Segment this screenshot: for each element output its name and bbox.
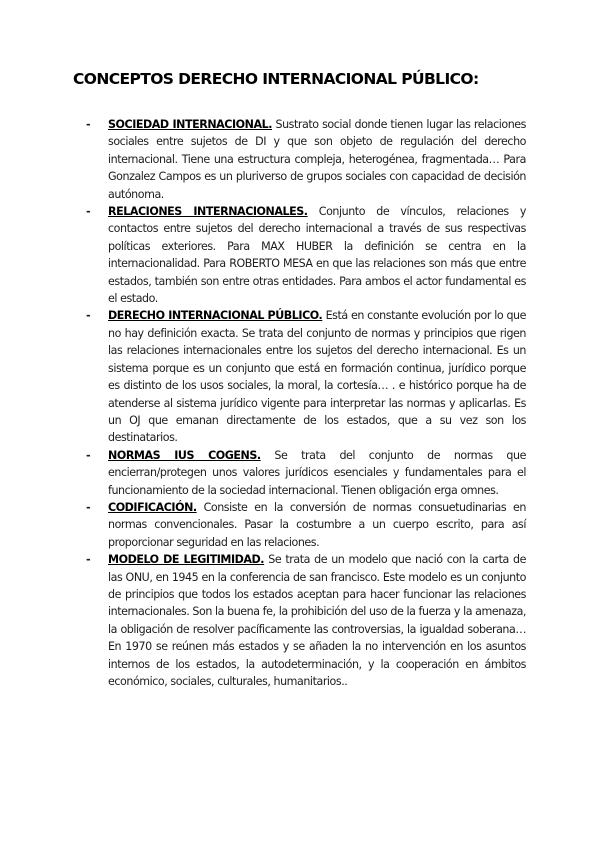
term-description: Está en constante evolución por lo que no hay definición exacta. Se trata del conjunto de normas y principios que rigen las relaciones internacionales entre los sujetos del derecho internacional. Es un sistema porque es un conjunto que está en formación continua, jurídico porque es distinto de los usos sociales, la moral, la cortesía… . e histórico porque ha de atenderse al sistema jurídico vigente para interpretar las normas y aplicarlas. Es un OJ que emanan directamente de los estados, que a su vez son los destinatarios. [108,309,526,445]
term-heading: NORMAS IUS COGENS. [108,448,261,462]
bullet: - [86,205,91,219]
concept-list [86,116,526,690]
term-heading: MODELO DE LEGITIMIDAD. [108,553,265,567]
term-heading: SOCIEDAD INTERNACIONAL. [108,118,273,131]
term-description: Sustrato social donde tienen lugar las relaciones sociales entre sujetos de DI y que son objeto de regulación del derecho internacional. Tiene una estructura compleja, heterogénea, fragmentada… Para Gonzalez Campos es un pluriverso de grupos sociales con capacidad de decisión autónoma. [108,118,527,201]
term-heading: DERECHO INTERNACIONAL PÚBLICO. [108,309,323,323]
bullet: - [86,553,91,567]
list-item-modelo-de-legitimidad [86,551,526,690]
list-item-relaciones-internacionales [86,203,526,307]
page-title: CONCEPTOS DERECHO INTERNACIONAL PÚBLICO: [73,70,479,88]
term-heading: RELACIONES INTERNACIONALES. [108,205,308,219]
term-description: Consiste en la conversión de normas consuetudinarias en normas convencionales. Pasar la costumbre a un cuerpo escrito, para así proporcionar seguridad en las relaciones. [108,500,526,549]
bullet: - [86,448,91,462]
bullet: - [86,118,91,131]
list-item-codificacion [86,499,526,551]
term-description: Se trata de un modelo que nació con la carta de las ONU, en 1945 en la conferencia de san francisco. Este modelo es un conjunto de principios que todos los estados aceptan para hacer funcionar las relaciones internacionales. Son la buena fe, la prohibición del uso de la fuerza y la amenaza, la obligación de resolver pacíficamente las controversias, la igualdad soberana… En 1970 se reúnen más estados y se añaden la no intervención en los asuntos internos de los estados, la autodeterminación, y la cooperación en ámbitos económico, sociales, culturales, humanitarios.. [108,553,526,688]
bullet: - [86,309,91,323]
term-description: Se trata del conjunto de normas que encierran/protegen unos valores jurídicos esenciales y fundamentales para el funcionamiento de la sociedad internacional. Tienen obligación erga omnes. [108,448,526,497]
term-description: Conjunto de vínculos, relaciones y contactos entre sujetos del derecho internacional a través de sus respectivas políticas exteriores. Para MAX HUBER la definición se centra en la internacionalidad. Para ROBERTO MESA en que las relaciones son más que entre estados, también son entre otras entidades. Para ambos el actor fundamental es el estado. [108,205,527,306]
list-item-normas-ius-cogens [86,447,526,499]
list-item-derecho-internacional-publico [86,307,526,446]
list-item-sociedad-internacional [86,116,526,203]
term-heading: CODIFICACIÓN. [108,500,197,514]
bullet: - [86,500,91,514]
